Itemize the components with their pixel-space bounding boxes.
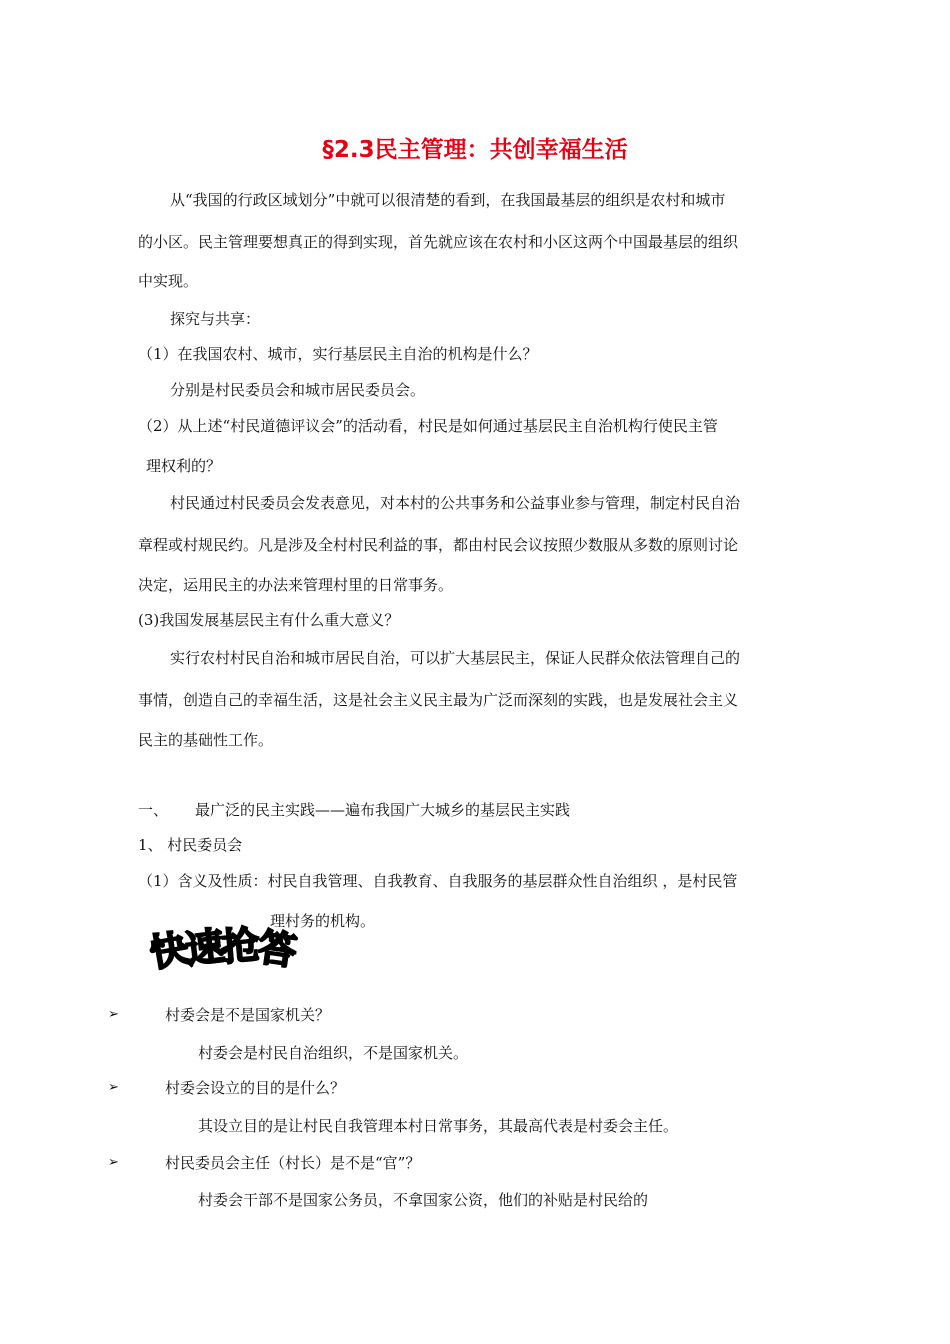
intro-line-2: 的小区。民主管理要想真正的得到实现，首先就应该在农村和小区这两个中国最基层的组织 [138,233,739,251]
qa1-answer: 村委会是村民自治组织，不是国家机关。 [198,1044,469,1062]
q3-question: (3)我国发展基层民主有什么重大意义？ [138,611,400,629]
qa2-answer: 其设立目的是让村民自我管理本村日常事务，其最高代表是村委会主任。 [198,1117,679,1135]
intro-line-3: 中实现。 [138,272,199,290]
q1-answer: 分别是村民委员会和城市居民委员会。 [170,381,426,399]
quick-answer-char-4: 答 [255,924,296,974]
intro-line-1: 从“我国的行政区域划分”中就可以很清楚的看到，在我国最基层的组织是农村和城市 [170,191,726,209]
quick-answer-char-2: 速 [183,924,223,972]
q2-answer-line-2: 章程或村规民约。凡是涉及全村村民利益的事，都由村民会议按照少数服从多数的原则讨论 [138,536,739,554]
section-heading: 最广泛的民主实践——遍布我国广大城乡的基层民主实践 [195,801,571,819]
qa3-answer: 村委会干部不是国家公务员，不拿国家公资，他们的补贴是村民给的 [198,1191,649,1209]
qa2-question: 村委会设立的目的是什么？ [165,1079,346,1097]
q3-answer-line-2: 事情，创造自己的幸福生活，这是社会主义民主最为广泛而深刻的实践，也是发展社会主义 [138,691,739,709]
qa3-question: 村民委员会主任（村长）是不是“官”？ [165,1154,421,1172]
qa2-bullet-icon: ➢ [108,1080,119,1095]
q2-answer-line-3: 决定，运用民主的办法来管理村里的日常事务。 [138,576,454,594]
q2-question-line-1: （2）从上述“村民道德评议会”的活动看，村民是如何通过基层民主自治机构行使民主管 [138,417,718,435]
section-number: 一、 [138,801,169,819]
quick-answer-char-1: 快 [146,926,188,976]
definition-line-1: （1）含义及性质：村民自我管理、自我教育、自我服务的基层群众性自治组织 ，是村民管 [138,872,738,890]
qa1-bullet-icon: ➢ [108,1007,119,1022]
qa3-bullet-icon: ➢ [108,1155,119,1170]
explore-heading: 探究与共享： [170,310,261,328]
q1-question: （1）在我国农村、城市，实行基层民主自治的机构是什么？ [138,345,538,363]
quick-answer-graphic [146,922,310,985]
q2-answer-line-1: 村民通过村民委员会发表意见，对本村的公共事务和公益事业参与管理，制定村民自治 [170,494,741,512]
qa1-question: 村委会是不是国家机关？ [165,1006,331,1024]
definition-line-2: 理村务的机构。 [270,912,376,930]
q3-answer-line-1: 实行农村村民自治和城市居民自治，可以扩大基层民主，保证人民群众依法管理自己的 [170,649,741,667]
quick-answer-char-3: 抢 [219,922,258,970]
page-title: §2.3民主管理：共创幸福生活 [322,137,628,163]
q2-question-line-2: 理权利的？ [146,457,222,475]
q3-answer-line-3: 民主的基础性工作。 [138,731,274,749]
subsection-heading: 1、 村民委员会 [138,836,243,854]
